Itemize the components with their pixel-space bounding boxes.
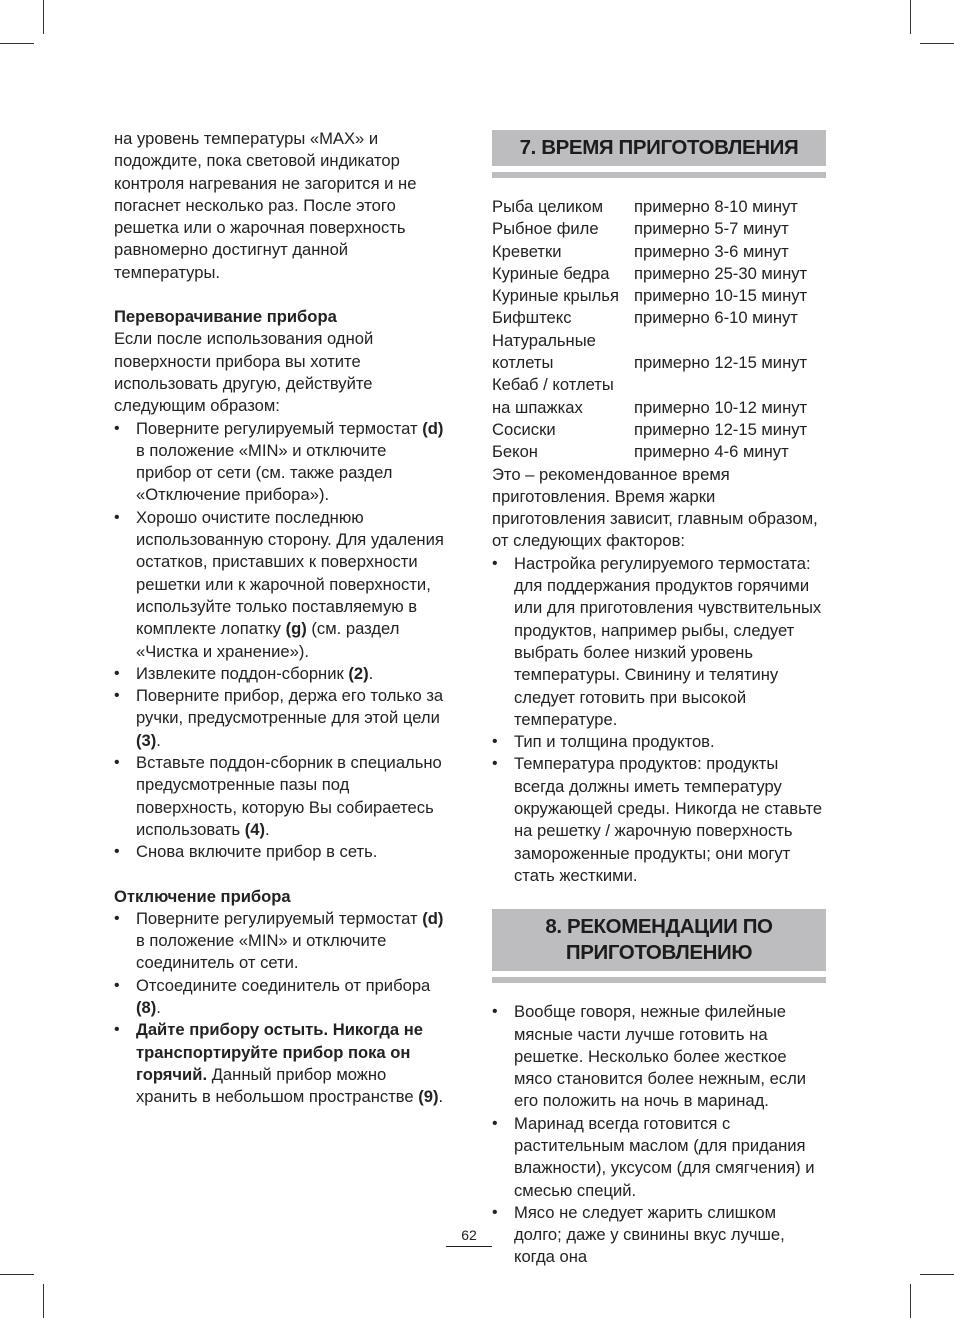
page-number: 62 xyxy=(446,1226,492,1247)
table-row: Рыбное филе примерно 5-7 минут xyxy=(492,219,789,239)
list-item: • Вообще говоря, нежные филейные мясные части лучше готовить на решетке. Несколько более жесткое мясо становится более нежным, если его положить на ночь в маринад. xyxy=(492,1001,826,1112)
section8-heading-line1: 8. РЕКОМЕНДАЦИИ ПО xyxy=(545,915,773,939)
crop-mark xyxy=(0,43,34,44)
list-item: • Вставьте поддон-сборник в специально предусмотренные пазы под поверхность, которую Вы собираетесь использовать (4). xyxy=(114,752,444,841)
list-item: • Хорошо очистите последнюю использованную сторону. Для удаления остатков, приставших к поверхности решетки или к жарочной поверхности, используйте только поставляемую в комплекте лопатку (g) (см. раздел «Чистка и хранение»). xyxy=(114,507,444,663)
list-item: • Извлеките поддон-сборник (2). xyxy=(114,663,444,685)
table-row: Сосиски примерно 12-15 минут xyxy=(492,419,808,439)
table-row: Бифштекс примерно 6-10 минут xyxy=(492,308,798,328)
crop-mark xyxy=(43,1284,44,1318)
list-item: • Настройка регулируемого термостата: для поддержания продуктов горячими или для приготовления чувствительных продуктов, например рыбы, следует выбрать более низкий уровень температуры. Свинину и телятину следует готовить при высокой температуре. xyxy=(492,553,826,731)
crop-mark xyxy=(43,0,44,34)
flip-steps-list xyxy=(114,418,444,864)
cooking-note: Это – рекомендованное время приготовления. Время жарки приготовления зависит, главным образом, от следующих факторов: xyxy=(492,464,818,551)
flip-heading: Переворачивание прибора xyxy=(114,307,337,327)
crop-mark xyxy=(920,43,954,44)
list-item: • Поверните регулируемый термостат (d) в положение «MIN» и отключите соединитель от сети. xyxy=(114,908,444,975)
cooking-time-table xyxy=(492,196,807,464)
table-row: Натуральные котлеты примерно 12-15 минут xyxy=(492,330,808,373)
intro-paragraph: на уровень температуры «MAX» и подождите, пока световой индикатор контроля нагревания не загорится и не погаснет несколько раз. После этого решетка или о жарочная поверхность равномерно достигнут данной температуры. xyxy=(114,129,417,282)
list-item: • Мясо не следует жарить слишком долго; даже у свинины вкус лучше, когда она xyxy=(492,1202,826,1269)
section8-heading xyxy=(492,909,826,977)
section8-heading-line2: ПРИГОТОВЛЕНИЮ xyxy=(565,941,753,965)
table-row: Кебаб / котлеты на шпажках примерно 10-12 минут xyxy=(492,375,808,417)
off-steps-list xyxy=(114,908,444,1109)
list-item: • Тип и толщина продуктов. xyxy=(492,731,826,753)
list-item: • Снова включите прибор в сеть. xyxy=(114,841,444,863)
crop-mark xyxy=(920,1274,954,1275)
list-item: • Отсоедините соединитель от прибора (8). xyxy=(114,975,444,1020)
flip-intro: Если после использования одной поверхности прибора вы хотите использовать другую, действуйте следующим образом: xyxy=(114,329,374,416)
crop-mark xyxy=(910,1284,911,1318)
crop-mark xyxy=(0,1274,34,1275)
list-item: • Поверните регулируемый термостат (d) в положение «MIN» и отключите прибор от сети (см. также раздел «Отключение прибора»). xyxy=(114,418,444,507)
section7-heading: 7. ВРЕМЯ ПРИГОТОВЛЕНИЯ xyxy=(492,130,826,172)
table-row: Куриные крылья примерно 10-15 минут xyxy=(492,286,808,306)
crop-mark xyxy=(910,0,911,34)
list-item: • Температура продуктов: продукты всегда должны иметь температуру окружающей среды. Никогда не ставьте на решетку / жарочную поверхность замороженные продукты; они могут стать жесткими. xyxy=(492,753,826,887)
table-row: Бекон примерно 4-6 минут xyxy=(492,442,789,462)
recommendations-list xyxy=(492,1001,826,1269)
table-row: Рыба целиком примерно 8-10 минут xyxy=(492,197,798,216)
list-item: • Дайте прибору остыть. Никогда не транспортируйте прибор пока он горячий. Данный прибор можно хранить в небольшом пространстве (9). xyxy=(114,1019,444,1108)
off-heading: Отключение прибора xyxy=(114,886,291,906)
left-column xyxy=(114,128,444,1108)
table-row: Креветки примерно 3-6 минут xyxy=(492,241,789,261)
list-item: • Маринад всегда готовится с растительным маслом (для придания влажности), уксусом (для смягчения) и смесью специй. xyxy=(492,1113,826,1202)
factors-list xyxy=(492,553,826,887)
list-item: • Поверните прибор, держа его только за ручки, предусмотренные для этой цели (3). xyxy=(114,685,444,752)
table-row: Куриные бедра примерно 25-30 минут xyxy=(492,263,808,283)
right-column xyxy=(492,130,826,1269)
